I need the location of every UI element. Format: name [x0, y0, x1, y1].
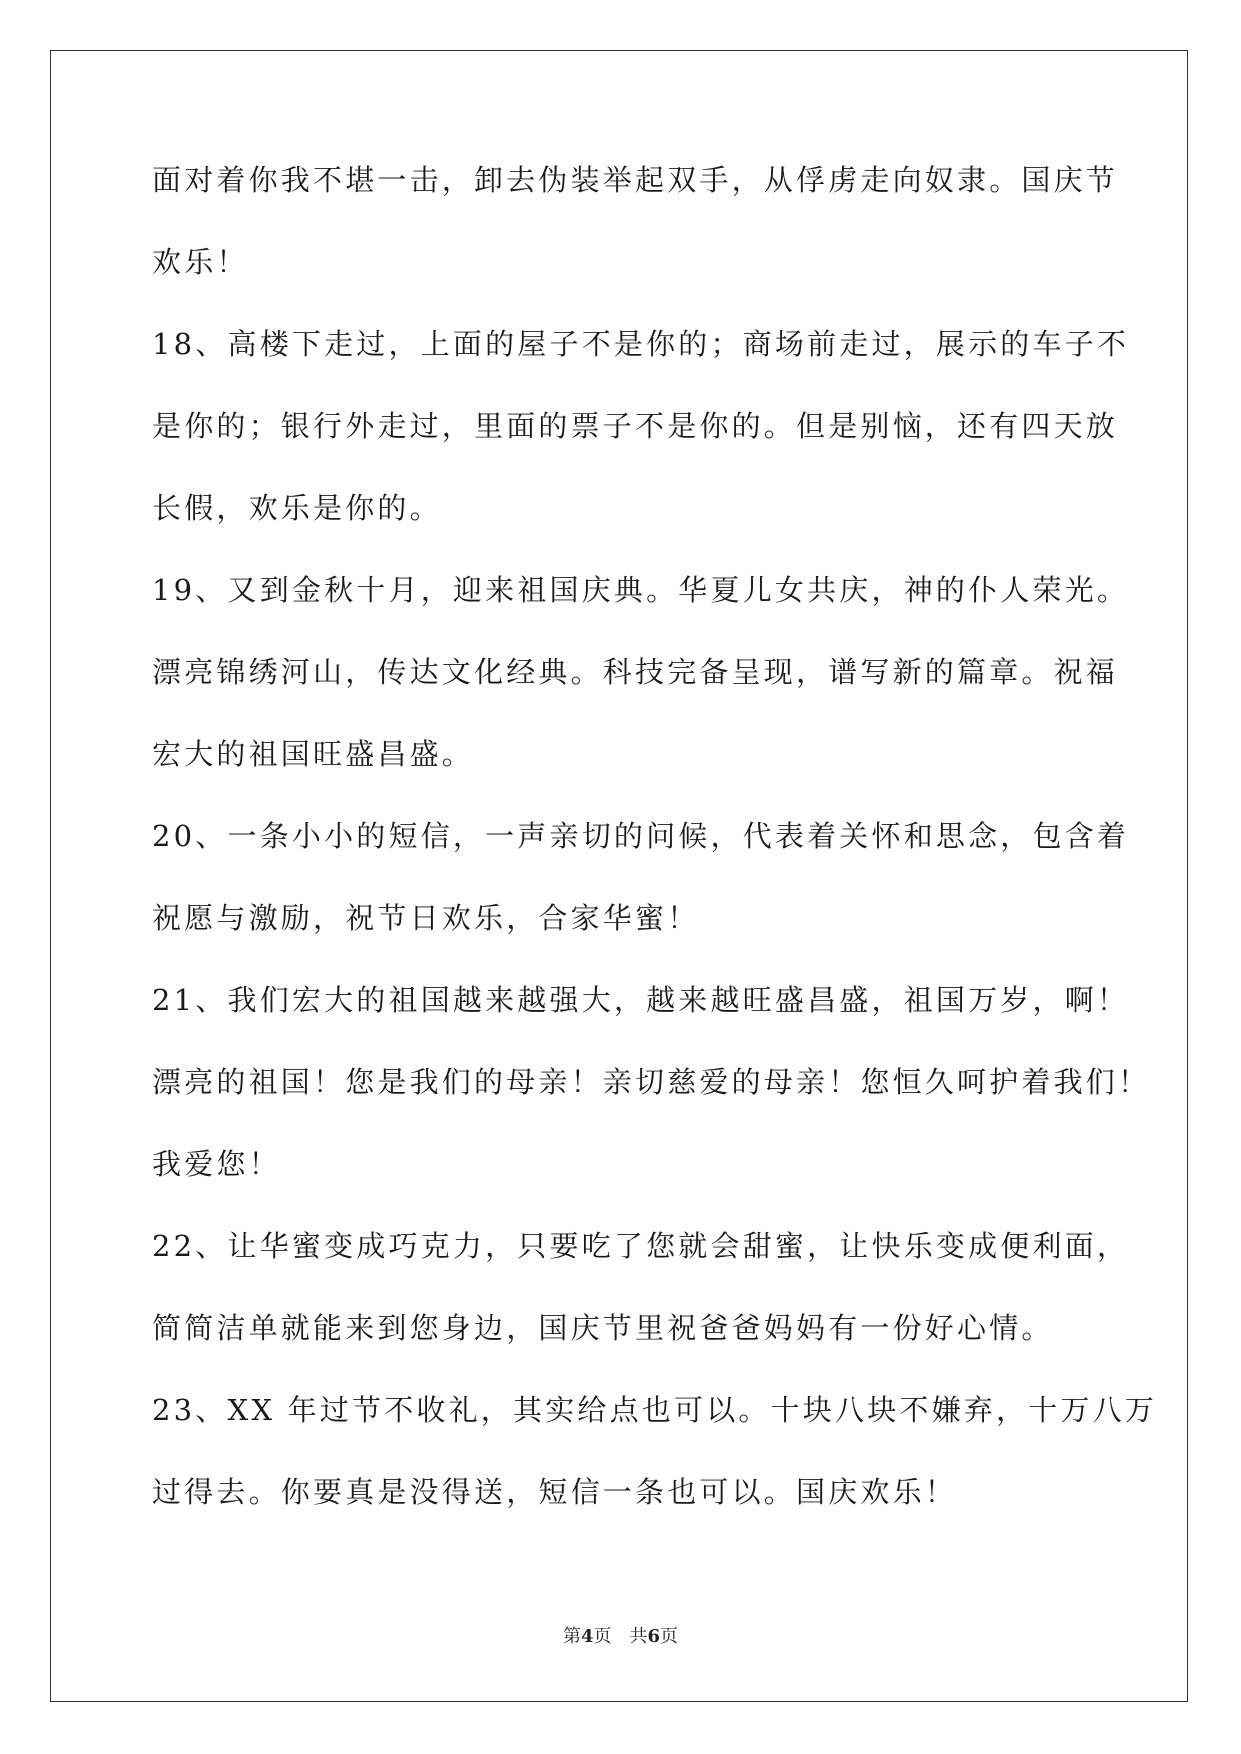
text-line: 简简洁单就能来到您身边，国庆节里祝爸爸妈妈有一份好心情。 — [152, 1311, 1054, 1345]
text-line: 宏大的祖国旺盛昌盛。 — [152, 737, 475, 771]
document-body — [152, 160, 1158, 1554]
text-line: 我爱您！ — [152, 1147, 281, 1181]
total-suffix: 页 — [660, 1626, 679, 1647]
text-line: 18、高楼下走过，上面的屋子不是你的；商场前走过，展示的车子不 — [152, 327, 1130, 361]
text-line: 欢乐！ — [152, 245, 249, 279]
page-prefix: 第 — [562, 1626, 581, 1647]
text-line: 祝愿与激励，祝节日欢乐，合家华蜜！ — [152, 901, 700, 935]
total-pages: 6 — [647, 1626, 661, 1647]
text-line: 面对着你我不堪一击，卸去伪装举起双手，从俘虏走向奴隶。国庆节 — [152, 163, 1119, 197]
text-line: 过得去。你要真是没得送，短信一条也可以。国庆欢乐！ — [152, 1475, 958, 1509]
text-line: 22、让华蜜变成巧克力，只要吃了您就会甜蜜，让快乐变成便利面， — [152, 1229, 1130, 1263]
text-line: 漂亮的祖国！您是我们的母亲！亲切慈爱的母亲！您恒久呵护着我们！ — [152, 1065, 1151, 1099]
text-line: 是你的；银行外走过，里面的票子不是你的。但是别恼，还有四天放 — [152, 409, 1119, 443]
text-line: 20、一条小小的短信，一声亲切的问候，代表着关怀和思念，包含着 — [152, 819, 1130, 853]
text-line: 长假，欢乐是你的。 — [152, 491, 442, 525]
text-line: 21、我们宏大的祖国越来越强大，越来越旺盛昌盛，祖国万岁，啊！ — [152, 983, 1130, 1017]
total-prefix: 共 — [629, 1626, 648, 1647]
page-number: 4 — [580, 1626, 594, 1647]
text-line: 漂亮锦绣河山，传达文化经典。科技完备呈现，谱写新的篇章。祝福 — [152, 655, 1119, 689]
page-suffix: 页 — [593, 1626, 612, 1647]
text-line: 19、又到金秋十月，迎来祖国庆典。华夏儿女共庆，神的仆人荣光。 — [152, 573, 1130, 607]
text-line: 23、XX 年过节不收礼，其实给点也可以。十块八块不嫌弃，十万八万 — [152, 1393, 1158, 1427]
page-footer — [0, 1622, 1241, 1648]
